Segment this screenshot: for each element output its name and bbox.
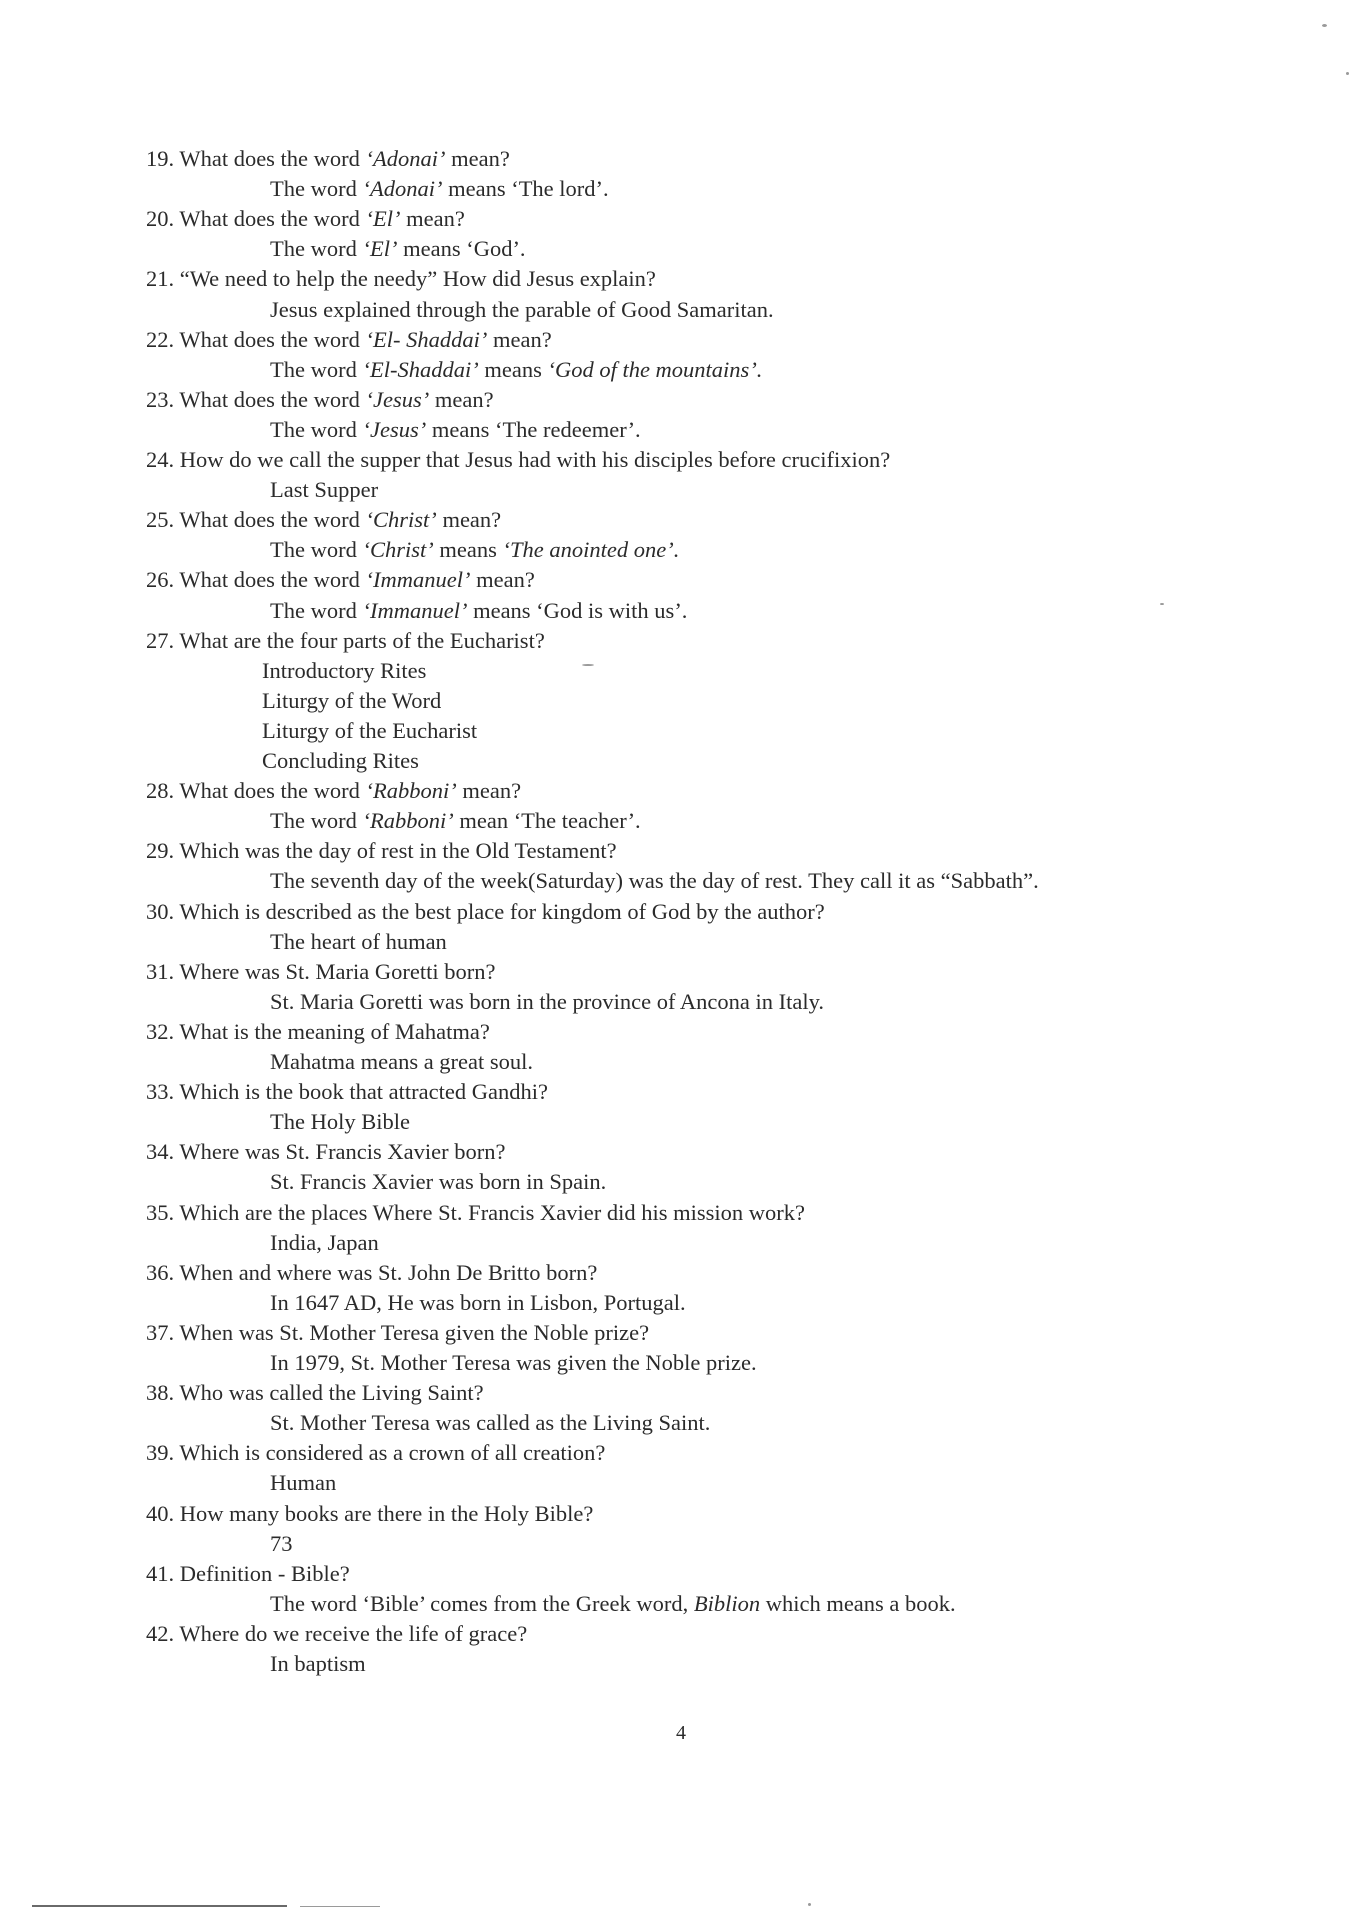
answer-line: The word ‘Adonai’ means ‘The lord’. bbox=[270, 176, 609, 202]
answer-line: In 1647 AD, He was born in Lisbon, Portugal. bbox=[270, 1289, 686, 1315]
scan-edge-line bbox=[32, 1905, 287, 1907]
answer-line: The word ‘El-Shaddai’ means ‘God of the mountains’. bbox=[270, 356, 763, 382]
question-line: 22. What does the word ‘El- Shaddai’ mean? bbox=[146, 326, 552, 352]
answer-line: The heart of human bbox=[270, 928, 447, 954]
answer-line: The word ‘El’ means ‘God’. bbox=[270, 236, 526, 262]
answer-line: St. Mother Teresa was called as the Living Saint. bbox=[270, 1410, 711, 1436]
answer-line: The word ‘Immanuel’ means ‘God is with us’. bbox=[270, 597, 688, 623]
question-line: 27. What are the four parts of the Eucharist? bbox=[146, 627, 545, 653]
answer-line: India, Japan bbox=[270, 1229, 379, 1255]
question-line: 26. What does the word ‘Immanuel’ mean? bbox=[146, 567, 535, 593]
answer-line: In 1979, St. Mother Teresa was given the Noble prize. bbox=[270, 1350, 757, 1375]
scan-speck bbox=[1160, 603, 1164, 605]
question-line: 35. Which are the places Where St. Francis Xavier did his mission work? bbox=[146, 1199, 806, 1225]
answer-line: The word ‘Bible’ comes from the Greek word, Biblion which means a book. bbox=[270, 1590, 956, 1616]
answer-line: St. Maria Goretti was born in the province of Ancona in Italy. bbox=[270, 988, 825, 1014]
answer-line: Human bbox=[270, 1470, 337, 1496]
question-line: 20. What does the word ‘El’ mean? bbox=[146, 206, 465, 232]
answer-line: Jesus explained through the parable of Good Samaritan. bbox=[270, 296, 774, 322]
question-line: 21. “We need to help the needy” How did Jesus explain? bbox=[146, 266, 656, 292]
answer-line: The Holy Bible bbox=[270, 1109, 410, 1135]
answer-line: The word ‘Christ’ means ‘The anointed one’. bbox=[270, 537, 680, 563]
question-line: 25. What does the word ‘Christ’ mean? bbox=[146, 507, 502, 533]
question-line: 42. Where do we receive the life of grace? bbox=[146, 1620, 528, 1646]
question-line: 19. What does the word ‘Adonai’ mean? bbox=[146, 146, 510, 171]
answer-line: The word ‘Rabboni’ mean ‘The teacher’. bbox=[270, 808, 641, 834]
question-line: 33. Which is the book that attracted Gandhi? bbox=[146, 1079, 548, 1105]
scan-speck bbox=[808, 1903, 811, 1906]
question-line: 32. What is the meaning of Mahatma? bbox=[146, 1018, 490, 1044]
question-line: 30. Which is described as the best place for kingdom of God by the author? bbox=[146, 898, 825, 924]
answer-line: Liturgy of the Eucharist bbox=[262, 717, 478, 743]
question-line: 28. What does the word ‘Rabboni’ mean? bbox=[146, 778, 522, 804]
question-line: 40. How many books are there in the Holy Bible? bbox=[146, 1500, 594, 1526]
scan-speck bbox=[1346, 72, 1349, 75]
answer-line: Mahatma means a great soul. bbox=[270, 1049, 534, 1074]
answer-line: The word ‘Jesus’ means ‘The redeemer’. bbox=[270, 416, 641, 442]
scan-speck bbox=[582, 664, 594, 666]
scan-edge-line bbox=[300, 1906, 380, 1907]
question-line: 36. When and where was St. John De Britto born? bbox=[146, 1259, 598, 1285]
question-line: 38. Who was called the Living Saint? bbox=[146, 1380, 484, 1406]
question-line: 24. How do we call the supper that Jesus had with his disciples before crucifixion? bbox=[146, 447, 891, 472]
answer-line: Introductory Rites bbox=[262, 657, 427, 683]
answer-line: Last Supper bbox=[270, 477, 379, 503]
answer-line: In baptism bbox=[270, 1651, 366, 1676]
question-line: 23. What does the word ‘Jesus’ mean? bbox=[146, 386, 494, 412]
answer-line: 73 bbox=[270, 1530, 293, 1556]
question-line: 39. Which is considered as a crown of all creation? bbox=[146, 1440, 606, 1466]
question-line: 29. Which was the day of rest in the Old Testament? bbox=[146, 838, 617, 864]
question-line: 37. When was St. Mother Teresa given the Noble prize? bbox=[146, 1319, 650, 1345]
answer-line: St. Francis Xavier was born in Spain. bbox=[270, 1169, 607, 1195]
answer-line: Concluding Rites bbox=[262, 748, 419, 773]
question-line: 34. Where was St. Francis Xavier born? bbox=[146, 1139, 506, 1165]
answer-line: Liturgy of the Word bbox=[262, 687, 442, 713]
page-number: 4 bbox=[676, 1722, 686, 1744]
question-line: 31. Where was St. Maria Goretti born? bbox=[146, 958, 496, 984]
answer-line: The seventh day of the week(Saturday) was the day of rest. They call it as “Sabbath”. bbox=[270, 868, 1039, 894]
question-line: 41. Definition - Bible? bbox=[146, 1560, 350, 1586]
scan-speck bbox=[1322, 24, 1327, 27]
